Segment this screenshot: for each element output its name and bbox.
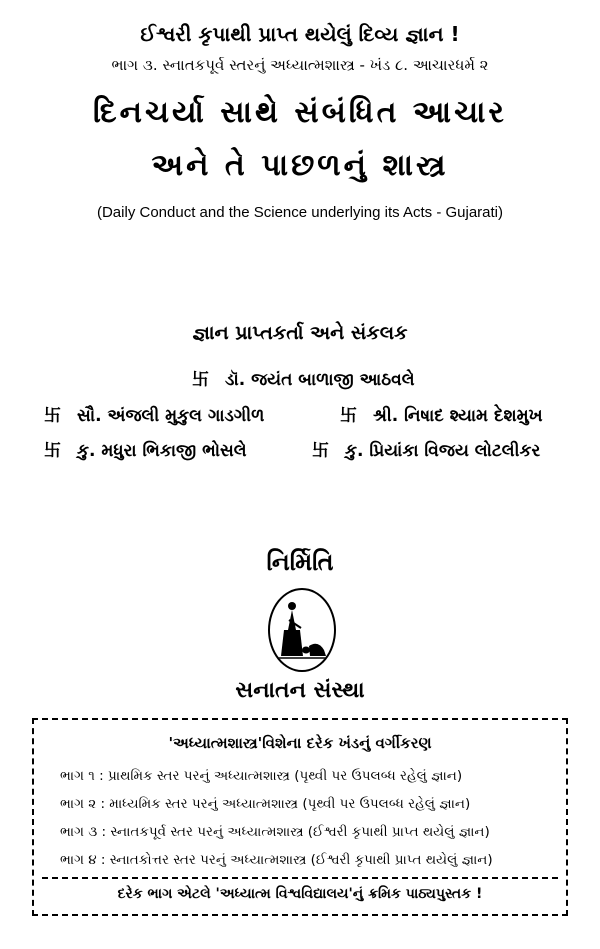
compiler-credit xyxy=(44,436,247,461)
bowing-figures-icon xyxy=(270,590,334,670)
book-title-line-2: અને તે પાછળનું શાસ્ત્ર xyxy=(151,148,449,183)
compiler-credit xyxy=(44,401,264,426)
classification-item: ભાગ ૩ : સ્નાતકપૂર્વ સ્તર પરનું અધ્યાત્મશાસ્ત્ર (ઈશ્વરી કૃપાથી પ્રાપ્ત થયેલું જ્ઞાન) xyxy=(60,824,490,840)
compiler-name: કુ. પ્રિયાંકા વિજય લોટલીકર xyxy=(345,441,541,461)
tagline: ઈશ્વરી કૃપાથી પ્રાપ્ત થયેલું દિવ્ય જ્ઞાન ! xyxy=(140,22,460,46)
publisher-name: સનાતન સંસ્થા xyxy=(235,678,365,703)
publisher-logo xyxy=(268,588,336,672)
swastika-icon: 卐 xyxy=(312,441,329,461)
classification-title: 'અધ્યાત્મશાસ્ત્ર'વિશેના દરેક ખંડનું વર્ગીકરણ xyxy=(168,734,432,752)
series-subtitle: ભાગ ૩. સ્નાતકપૂર્વ સ્તરનું અધ્યાત્મશાસ્ત્ર - ખંડ ૮. આચારધર્મ ૨ xyxy=(111,56,489,74)
compiler-credit xyxy=(340,401,543,426)
classification-footer: દરેક ભાગ એટલે 'અધ્યાત્મ વિશ્વવિદ્યાલય'નું ક્રમિક પાઠ્યપુસ્તક ! xyxy=(117,886,483,902)
compiler-name: સૌ. અંજલી મુકુલ ગાડગીળ xyxy=(77,406,265,426)
compilers-heading: જ્ઞાન પ્રાપ્તકર્તા અને સંકલક xyxy=(192,322,408,344)
compiler-name: ડૉ. જયંત બાળાજી આઠવલે xyxy=(225,370,415,390)
classification-item: ભાગ ૧ : પ્રાથમિક સ્તર પરનું અધ્યાત્મશાસ્ત્ર (પૃથ્વી પર ઉપલબ્ધ રહેલું જ્ઞાન) xyxy=(60,768,463,784)
compiler-credit xyxy=(312,436,540,461)
swastika-icon: 卐 xyxy=(192,370,209,390)
compiler-name: શ્રી. નિષાદ શ્યામ દેશમુખ xyxy=(373,406,543,426)
classification-box xyxy=(32,718,568,916)
publisher-label: નિર્મિતિ xyxy=(266,548,334,576)
divider xyxy=(42,877,558,879)
english-title: (Daily Conduct and the Science underlying its Acts - Gujarati) xyxy=(96,204,504,221)
compiler-name: કુ. મધુરા ભિકાજી ભોસલે xyxy=(77,441,247,461)
swastika-icon: 卐 xyxy=(340,406,357,426)
compiler-credit xyxy=(192,365,415,390)
swastika-icon: 卐 xyxy=(44,441,61,461)
classification-item: ભાગ ૨ : માધ્યમિક સ્તર પરનું અધ્યાત્મશાસ્ત્ર (પૃથ્વી પર ઉપલબ્ધ રહેલું જ્ઞાન) xyxy=(60,796,471,812)
swastika-icon: 卐 xyxy=(44,406,61,426)
classification-item: ભાગ ૪ : સ્નાતકોત્તર સ્તર પરનું અધ્યાત્મશાસ્ત્ર (ઈશ્વરી કૃપાથી પ્રાપ્ત થયેલું જ્ઞાન) xyxy=(60,852,493,868)
book-title-line-1: દિનચર્યા સાથે સંબંધિત આચાર xyxy=(93,95,507,130)
